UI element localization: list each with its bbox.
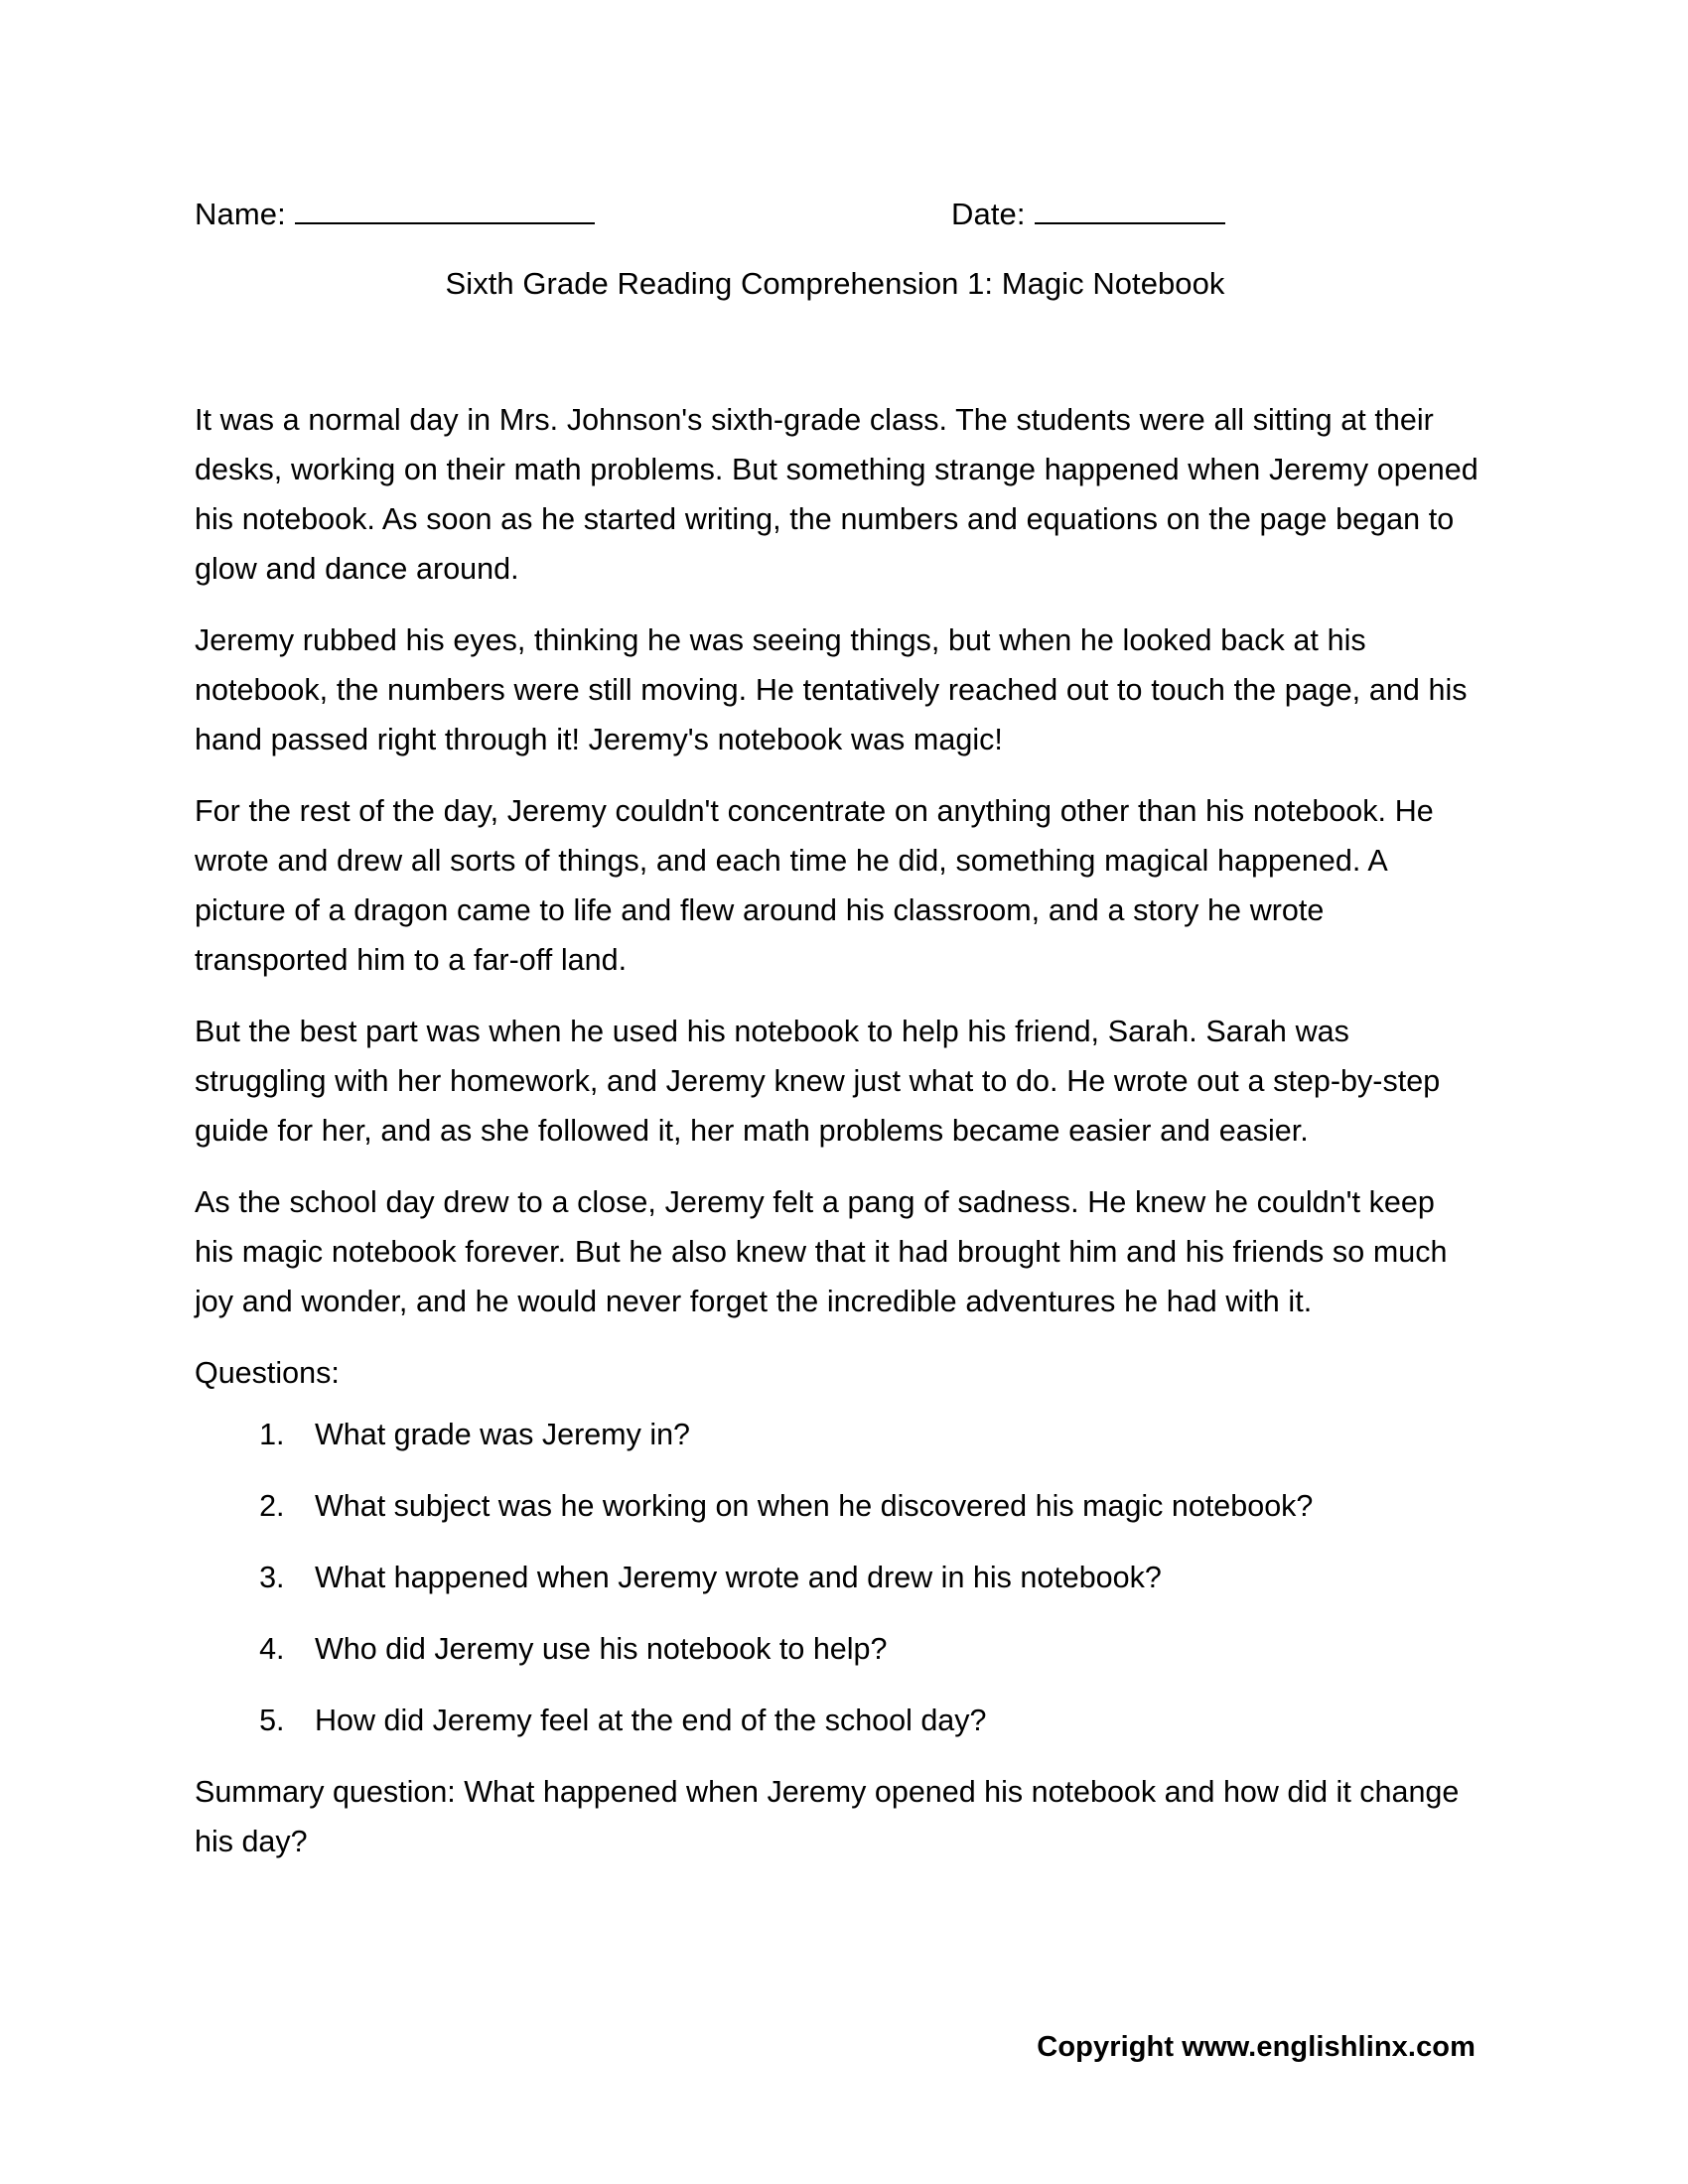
- list-item: 5. How did Jeremy feel at the end of the school day?: [293, 1696, 1480, 1745]
- date-field-group: [951, 195, 1225, 234]
- passage-paragraph: But the best part was when he used his notebook to help his friend, Sarah. Sarah was struggling with her homework, and Jeremy knew just what to do. He wrote out a step-by-step guide for her, and as she followed it, her math problems became easier and easier.: [195, 1015, 1441, 1148]
- passage-paragraph: It was a normal day in Mrs. Johnson's sixth-grade class. The students were all sitting at their desks, working on their math problems. But something strange happened when Jeremy opened his notebook. As soon as he started writing, the numbers and equations on the page began to glow and dance around.: [195, 403, 1478, 586]
- name-label: Name:: [195, 197, 286, 231]
- date-label: Date:: [951, 197, 1026, 231]
- page-title: Sixth Grade Reading Comprehension 1: Magic Notebook: [445, 266, 1225, 301]
- name-input[interactable]: [295, 195, 595, 224]
- passage-paragraph: For the rest of the day, Jeremy couldn't concentrate on anything other than his notebook. He wrote and drew all sorts of things, and each time he did, something magical happened. A picture of a dragon came to life and flew around his classroom, and a story he wrote transported him to a far-off land.: [195, 794, 1434, 977]
- questions-heading: Questions:: [195, 1356, 340, 1390]
- date-input[interactable]: [1035, 195, 1225, 224]
- summary-question: Summary question: What happened when Jeremy opened his notebook and how did it change his day?: [195, 1775, 1460, 1858]
- list-item: 3. What happened when Jeremy wrote and drew in his notebook?: [293, 1553, 1480, 1602]
- name-field-group: [195, 195, 595, 234]
- list-item: 2. What subject was he working on when he discovered his magic notebook?: [293, 1481, 1480, 1531]
- list-item: 1. What grade was Jeremy in?: [293, 1410, 1480, 1459]
- worksheet-header: [195, 195, 1476, 246]
- copyright-footer: Copyright www.englishlinx.com: [1037, 2031, 1476, 2063]
- questions-list: [195, 1410, 1480, 1745]
- list-item: 4. Who did Jeremy use his notebook to help?: [293, 1624, 1480, 1674]
- worksheet-body: [195, 395, 1480, 1866]
- passage-paragraph: Jeremy rubbed his eyes, thinking he was seeing things, but when he looked back at his notebook, the numbers were still moving. He tentatively reached out to touch the page, and his hand passed right through it! Jeremy's notebook was magic!: [195, 623, 1468, 756]
- passage-paragraph: As the school day drew to a close, Jeremy felt a pang of sadness. He knew he couldn't keep his magic notebook forever. But he also knew that it had brought him and his friends so much joy and wonder, and he would never forget the incredible adventures he had with it.: [195, 1185, 1448, 1318]
